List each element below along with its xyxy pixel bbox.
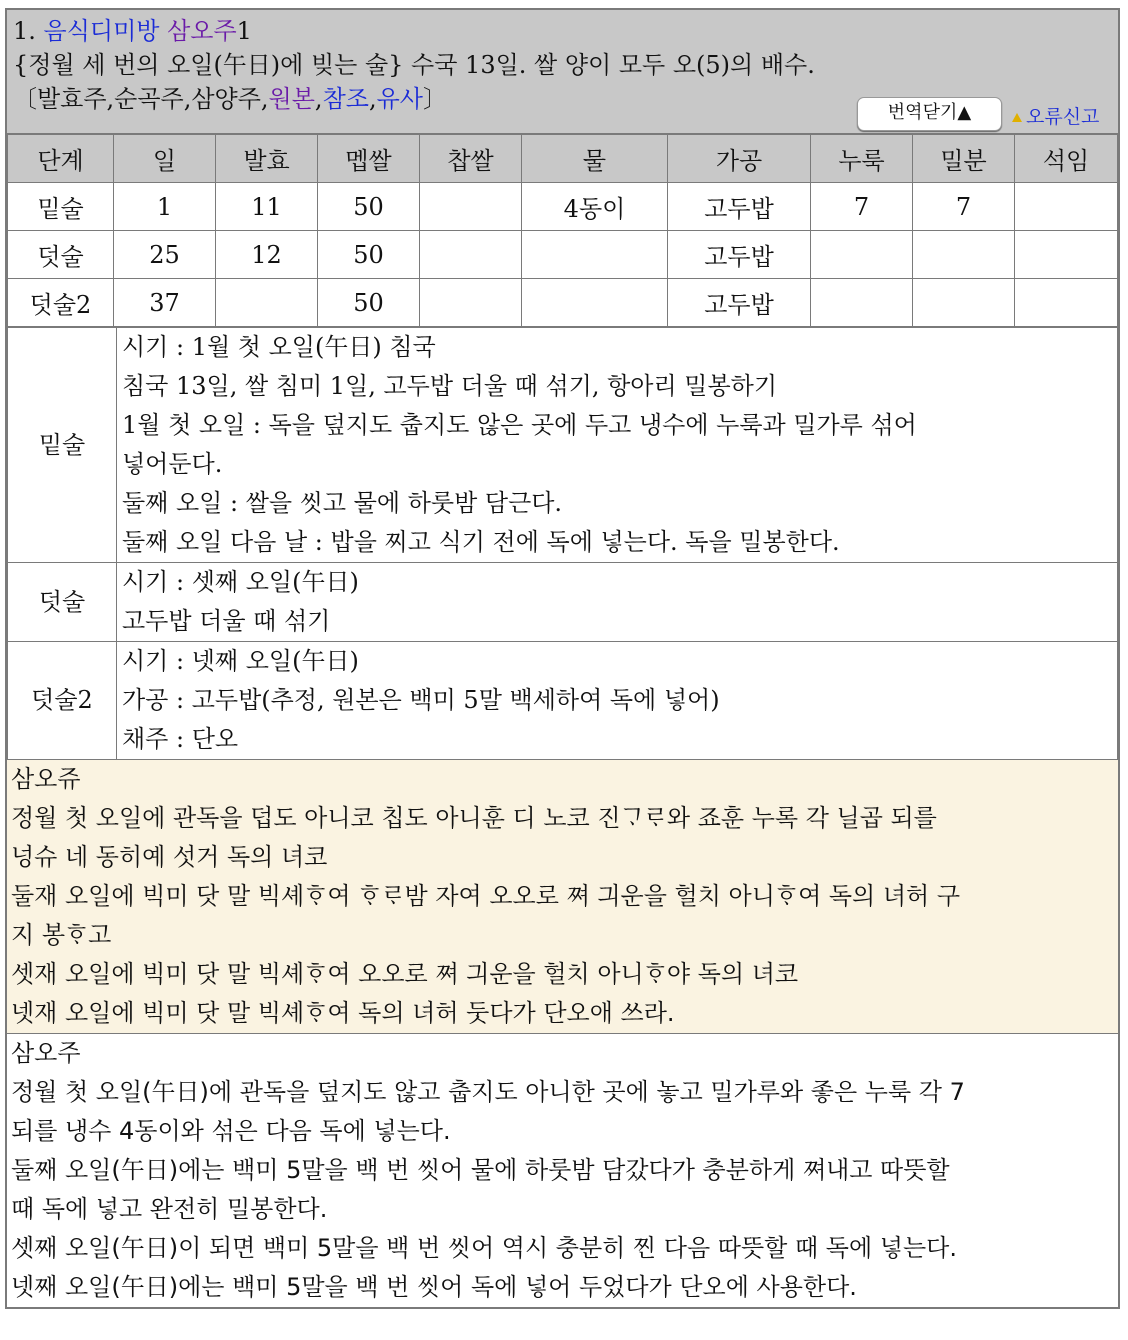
step-line: 시기 : 넷째 오일(午日)	[122, 647, 359, 675]
column-header: 단계	[8, 135, 114, 183]
table-row	[8, 279, 1118, 327]
table-cell	[522, 279, 668, 327]
table-cell: 7	[811, 183, 913, 231]
step-line: 시기 : 1월 첫 오일(午日) 침국	[122, 333, 436, 361]
close-translation-button[interactable]: 번역닫기▲	[857, 97, 1002, 131]
recipe-name-suffix: 1	[236, 17, 252, 45]
translation-line: 되를 냉수 4동이와 섞은 다음 독에 넣는다.	[11, 1117, 451, 1145]
step-row	[8, 563, 1118, 642]
step-body	[117, 328, 1118, 563]
translation-title: 삼오주	[11, 1039, 81, 1067]
step-label: 덧술2	[8, 642, 117, 760]
original-line: 셋재 오일에 빅미 닷 말 빅셰ᄒᆞ여 오오로 쪄 긔운을 헐치 아니ᄒᆞ야 독의 녀코	[11, 960, 799, 988]
recipe-name-link[interactable]: 삼오주	[167, 17, 237, 45]
translation-line: 때 독에 넣고 완전히 밀봉한다.	[11, 1195, 328, 1223]
table-cell: 12	[216, 231, 318, 279]
table-cell: 25	[114, 231, 216, 279]
table-cell	[1015, 231, 1118, 279]
step-body	[117, 563, 1118, 642]
translation-line: 넷째 오일(午日)에는 백미 5말을 백 번 씻어 독에 넣어 두었다가 단오에 사용한다.	[11, 1273, 857, 1301]
table-cell	[913, 231, 1015, 279]
table-cell	[811, 231, 913, 279]
warning-icon	[1012, 113, 1022, 122]
table-cell: 고두밥	[668, 183, 811, 231]
original-line: 넝슈 네 동히예 섯거 독의 녀코	[11, 843, 328, 871]
related-close-bracket: 〕	[422, 85, 447, 113]
table-cell	[1015, 279, 1118, 327]
original-title: 삼오쥬	[11, 765, 81, 793]
column-header: 일	[114, 135, 216, 183]
table-cell	[913, 279, 1015, 327]
table-cell	[811, 279, 913, 327]
step-row	[8, 328, 1118, 563]
ingredient-table	[7, 134, 1118, 327]
recipe-description: {정월 세 번의 오일(午日)에 빚는 술} 수국 13일. 쌀 양이 모두 오(5)의 배수.	[13, 51, 815, 79]
step-line: 시기 : 셋째 오일(午日)	[122, 568, 359, 596]
table-cell	[522, 231, 668, 279]
table-cell: 1	[114, 183, 216, 231]
step-label: 밑술	[8, 328, 117, 563]
table-row	[8, 183, 1118, 231]
column-header: 석임	[1015, 135, 1118, 183]
table-cell: 덧술	[8, 231, 114, 279]
related-separator: ,	[314, 85, 323, 113]
step-line: 1월 첫 오일 : 독을 덮지도 춥지도 않은 곳에 두고 냉수에 누룩과 밀가루 섞어	[122, 411, 917, 439]
related-link-reference[interactable]: 참조	[322, 85, 369, 113]
error-report-label: 오류신고	[1026, 106, 1100, 128]
table-cell: 4동이	[522, 183, 668, 231]
step-line: 넣어둔다.	[122, 450, 223, 478]
table-cell: 11	[216, 183, 318, 231]
table-cell: 37	[114, 279, 216, 327]
column-header: 찹쌀	[420, 135, 522, 183]
related-link-original[interactable]: 원본	[268, 85, 315, 113]
step-line: 침국 13일, 쌀 침미 1일, 고두밥 더울 때 섞기, 항아리 밀봉하기	[122, 372, 778, 400]
original-line: 정월 첫 오일에 관독을 덥도 아니코 칩도 아니훈 디 노코 진ᄀᆞᄅᆞ와 죠훈 누록 각 닐곱 되를	[11, 804, 937, 832]
related-separator: ,	[368, 85, 377, 113]
step-line: 둘째 오일 : 쌀을 씻고 물에 하룻밤 담근다.	[122, 489, 563, 517]
related-link-similar[interactable]: 유사	[376, 85, 423, 113]
table-cell: 고두밥	[668, 231, 811, 279]
table-cell: 덧술2	[8, 279, 114, 327]
recipe-number: 1.	[13, 17, 36, 45]
original-text-section	[7, 760, 1118, 1034]
step-body	[117, 642, 1118, 760]
table-cell: 7	[913, 183, 1015, 231]
original-line: 지 봉ᄒᆞ고	[11, 921, 112, 949]
title-line	[13, 14, 1112, 48]
column-header: 물	[522, 135, 668, 183]
step-line: 채주 : 단오	[122, 725, 239, 753]
translation-line: 둘째 오일(午日)에는 백미 5말을 백 번 씻어 물에 하룻밤 담갔다가 충분하게 쪄내고 따뜻할	[11, 1156, 950, 1184]
step-label: 덧술	[8, 563, 117, 642]
related-open-bracket: 〔	[13, 85, 37, 113]
translation-line: 정월 첫 오일(午日)에 관독을 덮지도 않고 춥지도 아니한 곳에 놓고 밀가루와 좋은 누룩 각 7	[11, 1078, 965, 1106]
table-cell: 50	[318, 231, 420, 279]
recipe-card	[5, 8, 1120, 1309]
table-cell	[420, 231, 522, 279]
table-cell: 고두밥	[668, 279, 811, 327]
table-cell: 밑술	[8, 183, 114, 231]
recipe-header	[7, 10, 1118, 134]
column-header: 멥쌀	[318, 135, 420, 183]
table-cell	[1015, 183, 1118, 231]
original-line: 둘재 오일에 빅미 닷 말 빅셰ᄒᆞ여 ᄒᆞᄅᆞ밤 자여 오오로 쪄 긔운을 헐치 아니ᄒᆞ여 독의 녀허 구	[11, 882, 961, 910]
step-line: 가공 : 고두밥(추정, 원본은 백미 5말 백세하여 독에 넣어)	[122, 686, 720, 714]
step-line: 고두밥 더울 때 섞기	[122, 607, 331, 635]
column-header: 누룩	[811, 135, 913, 183]
column-header: 밀분	[913, 135, 1015, 183]
error-report-link[interactable]	[1012, 100, 1099, 134]
table-row	[8, 231, 1118, 279]
step-line: 둘째 오일 다음 날 : 밥을 찌고 식기 전에 독에 넣는다. 독을 밀봉한다.	[122, 528, 840, 556]
steps-table	[7, 327, 1118, 760]
related-categories: 발효주,순곡주,삼양주,	[37, 85, 269, 113]
source-link[interactable]: 음식디미방	[43, 17, 160, 45]
original-line: 넷재 오일에 빅미 닷 말 빅셰ᄒᆞ여 독의 녀허 둣다가 단오애 쓰라.	[11, 999, 675, 1027]
table-cell	[420, 183, 522, 231]
table-header-row	[8, 135, 1118, 183]
translation-line: 셋째 오일(午日)이 되면 백미 5말을 백 번 씻어 역시 충분히 찐 다음 따뜻할 때 독에 넣는다.	[11, 1234, 957, 1262]
translation-section	[7, 1034, 1118, 1307]
table-cell: 50	[318, 279, 420, 327]
table-cell	[420, 279, 522, 327]
column-header: 발효	[216, 135, 318, 183]
table-cell	[216, 279, 318, 327]
column-header: 가공	[668, 135, 811, 183]
step-row	[8, 642, 1118, 760]
table-cell: 50	[318, 183, 420, 231]
